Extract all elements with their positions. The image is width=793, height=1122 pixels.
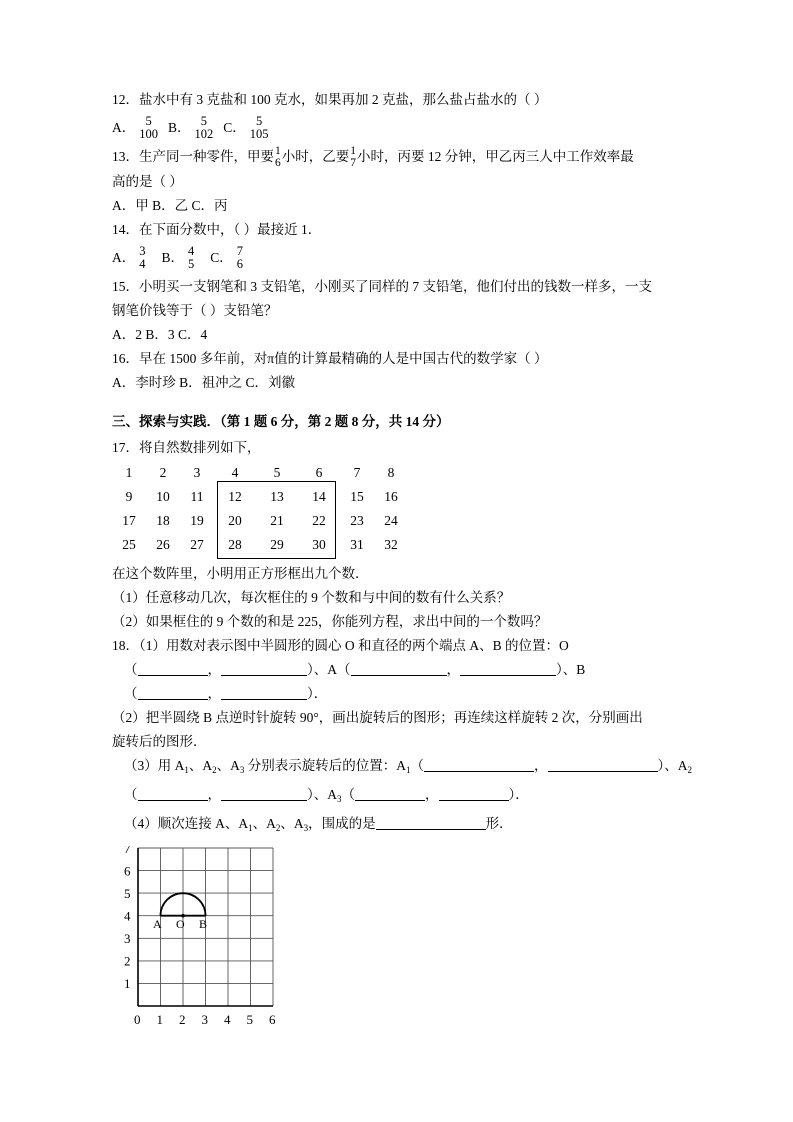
blank-field-a3-x[interactable] [355,786,425,801]
matrix-cell: 6 [315,465,323,481]
part3-mid3: 分别表示旋转后的位置：A [244,758,406,774]
blank-field-shape[interactable] [376,815,486,830]
matrix-cell: 31 [350,537,364,553]
blank-field-o-x[interactable] [138,661,208,676]
fraction-numerator: 1 [275,145,281,158]
blank-field-a2-y[interactable] [221,786,307,801]
matrix-cell: 10 [156,489,170,505]
fraction-denominator: 4 [139,256,146,271]
paren-open: （ [124,787,138,803]
matrix-cell: 29 [270,537,284,553]
blank-field-a3-y[interactable] [439,786,509,801]
question-15 [112,275,692,298]
section-heading: 三、探索与实践．（第 1 题 6 分，第 2 题 8 分，共 14 分） [112,414,450,430]
option-a-fraction [139,245,145,270]
option-b-label: B． [161,250,185,266]
fraction-denominator: 6 [275,156,281,169]
matrix-cell: 17 [122,513,136,529]
fraction-denominator: 102 [194,126,214,141]
y-tick-7: 7 [124,846,131,857]
x-tick-5: 5 [246,1012,253,1028]
question-13-options-text: A．甲 B．乙 C．丙 [112,198,228,214]
matrix-cell: 5 [273,465,281,481]
fraction-numerator: 4 [188,244,195,259]
coordinate-grid-svg [112,846,312,1041]
question-15-options-text: A．2 B．3 C．4 [112,327,208,343]
question-14 [112,218,692,241]
matrix-cell: 8 [387,465,395,481]
paren-open: （ [341,787,355,803]
matrix-cell: 26 [156,537,170,553]
comma: ， [446,662,460,678]
question-18-part2-line1: （2）把半圆绕 B 点逆时针旋转 90°，画出旋转后的图形；再连续这样旋转 2 次，分别画出 [112,710,643,726]
x-tick-6: 6 [269,1012,276,1028]
matrix-cell: 23 [350,513,364,529]
matrix-cell: 27 [190,537,204,553]
fraction-numerator: 5 [200,114,208,129]
paren-close-a2: ）、A [657,758,688,774]
paren-open: （ [124,686,138,702]
x-tick-4: 4 [224,1012,231,1028]
question-13-text-a: ．生产同一种零件，甲要 [125,149,274,164]
paren-close: ）． [508,787,529,803]
question-17-prompt: ．将自然数排列如下， [125,440,261,456]
part3-mid2: 、A [216,758,240,774]
point-label-o: O [176,917,185,932]
question-15-line1: ．小明买一支钢笔和 3 支铅笔，小刚买了同样的 7 支铅笔，他们付出的钱数一样多，一支 [125,279,652,295]
question-13-text-c: 小时，丙要 12 分钟，甲乙丙三人中工作效率最 [357,149,634,164]
y-tick-5: 5 [124,886,131,902]
question-12-number: 12 [112,92,126,107]
matrix-cell: 9 [125,489,133,505]
part4-mid3: ，围成的是 [308,816,376,832]
blank-field-a2-x[interactable] [138,786,208,801]
comma: ， [207,787,221,803]
y-tick-2: 2 [124,953,131,969]
comma: ， [207,662,221,678]
matrix-cell: 7 [353,465,361,481]
matrix-cell: 22 [312,513,326,529]
subscript-5: 2 [687,765,692,776]
question-12-text: ．盐水中有 3 克盐和 100 克水，如果再加 2 克盐，那么盐占盐水的（ ） [125,92,548,107]
x-tick-1: 1 [156,1012,163,1028]
subscript-2: 2 [275,823,281,834]
option-c-fraction [250,115,269,140]
matrix-cell: 2 [159,465,167,481]
question-13-options [112,194,692,217]
page-content [112,88,692,1041]
question-18-number: 18 [112,638,126,654]
paren-open: （ [410,758,424,774]
question-17-sub2: （2）如果框住的 9 个数的和是 225，你能列方程，求出中间的一个数吗？ [112,614,548,630]
matrix-cell: 3 [193,465,201,481]
comma: ， [207,686,221,702]
question-16-text: ．早在 1500 多年前，对π值的计算最精确的人是中国古代的数学家（ ） [125,351,548,367]
question-15-options [112,323,692,346]
matrix-cell: 18 [156,513,170,529]
option-c-fraction [237,245,243,270]
table-row [112,509,408,533]
fraction-numerator: 3 [139,244,146,259]
matrix-cell: 13 [270,489,284,505]
part4-mid2: 、A [280,816,304,832]
question-16-number: 16 [112,351,126,367]
question-13-fraction-2 [350,146,356,169]
matrix-cell: 11 [190,489,204,505]
option-b-fraction [195,115,214,140]
y-tick-4: 4 [124,908,131,924]
option-a-fraction [139,115,158,140]
option-c-label: C． [210,250,233,266]
fraction-denominator: 6 [236,256,244,271]
matrix-cell: 16 [384,489,398,505]
matrix-cell: 15 [350,489,364,505]
blank-field-a-y[interactable] [460,661,556,676]
part4-mid1: 、A [252,816,276,832]
option-a-label: A． [112,250,136,266]
paren-open: （ [124,662,138,678]
question-18-part3-line1 [112,754,692,782]
question-18-part1-text: ．（1）用数对表示图中半圆形的圆心 O 和直径的两个端点 A、B 的位置：O [125,638,569,654]
question-18-part2-line2: 旋转后的图形． [112,734,207,750]
matrix-cell: 30 [312,537,326,553]
table-row [112,485,408,509]
question-17-number: 17 [112,440,126,456]
fraction-numerator: 5 [145,114,152,129]
y-tick-1: 1 [124,976,131,992]
blank-field-o-y[interactable] [221,661,307,676]
subscript-1: 1 [184,765,189,776]
matrix-cell: 20 [228,513,242,529]
coordinate-grid-figure [112,846,312,1041]
question-16-options-text: A．李时珍 B．祖冲之 C．刘徽 [112,375,296,391]
point-label-a: A [153,917,162,932]
matrix-cell: 25 [122,537,136,553]
y-tick-3: 3 [124,931,131,947]
question-13 [112,145,692,169]
fraction-numerator: 5 [256,114,263,129]
question-17-sub1: （1）任意移动几次，每次框住的 9 个数和与中间的数有什么关系？ [112,590,511,606]
number-matrix-wrapper [112,461,692,558]
question-17 [112,436,692,459]
blank-field-a1-x[interactable] [424,757,534,772]
fraction-denominator: 105 [249,126,269,141]
question-14-options [112,243,692,273]
fraction-numerator: 7 [236,244,244,259]
blank-field-a1-y[interactable] [548,757,658,772]
comma: ， [534,758,548,774]
question-14-number: 14 [112,222,126,238]
question-13-text-d: 高的是（ ） [112,174,183,190]
option-a-label: A． [112,120,136,135]
subscript-1: 1 [248,823,253,834]
question-17-caption: 在这个数阵里，小明用正方形框出九个数． [112,566,369,582]
fraction-denominator: 100 [139,126,158,141]
part3-pre: （3）用 A [124,758,185,774]
table-row [112,461,408,485]
fraction-numerator: 1 [350,145,356,158]
question-18-part1-blanks-line1 [112,658,692,681]
matrix-cell: 21 [270,513,284,529]
matrix-cell: 28 [228,537,242,553]
option-b-label: B． [168,120,191,135]
part3-mid1: 、A [188,758,213,774]
part4-post: 形． [485,816,513,832]
matrix-cell: 32 [384,537,398,553]
blank-field-b-x[interactable] [138,685,208,700]
question-16-options [112,371,692,394]
question-18-part4 [112,812,692,840]
question-18-part1-blanks-line2 [112,682,692,705]
blank-field-b-y[interactable] [221,685,307,700]
comma: ， [425,787,439,803]
option-b-fraction [188,245,194,270]
question-12-options [112,113,692,143]
matrix-cell: 4 [231,465,239,481]
point-label-b: B [199,917,208,932]
paren-close: ）． [307,686,328,702]
matrix-cell: 1 [125,465,133,481]
matrix-cell: 19 [190,513,204,529]
subscript-4: 1 [406,765,411,776]
question-13-number: 13 [112,149,126,164]
matrix-cell: 12 [228,489,242,505]
part4-pre: （4）顺次连接 A、A [124,816,249,832]
subscript-2: 2 [212,765,217,776]
y-tick-6: 6 [124,863,131,879]
fraction-denominator: 5 [188,256,195,271]
subscript-3: 3 [239,765,245,776]
table-row [112,533,408,557]
matrix-cell: 24 [384,513,398,529]
x-tick-3: 3 [201,1012,208,1028]
matrix-cell: 14 [312,489,326,505]
question-12 [112,88,692,111]
x-tick-2: 2 [179,1012,186,1028]
question-16 [112,347,692,370]
fraction-denominator: 7 [350,156,356,169]
question-13-line2 [112,170,692,193]
question-13-text-b: 小时，乙要 [281,149,350,164]
option-c-label: C． [223,120,246,135]
paren-close-b: ）、B [556,662,586,678]
subscript-6: 3 [337,794,342,805]
question-18-part3-line2 [112,783,692,811]
question-14-text: ．在下面分数中，（ ）最接近 1． [125,222,322,238]
question-15-line2 [112,299,692,322]
subscript-3: 3 [303,823,309,834]
paren-close-a-open: ）、A（ [307,662,351,678]
question-15-line2-text: 钢笔价钱等于（ ）支铅笔？ [112,303,278,319]
x-tick-0: 0 [134,1012,141,1028]
number-matrix [112,461,408,557]
paren-close-a3: ）、A [307,787,337,803]
question-18 [112,634,692,657]
question-15-number: 15 [112,279,126,295]
blank-field-a-x[interactable] [351,661,447,676]
question-13-fraction-1 [275,146,281,169]
